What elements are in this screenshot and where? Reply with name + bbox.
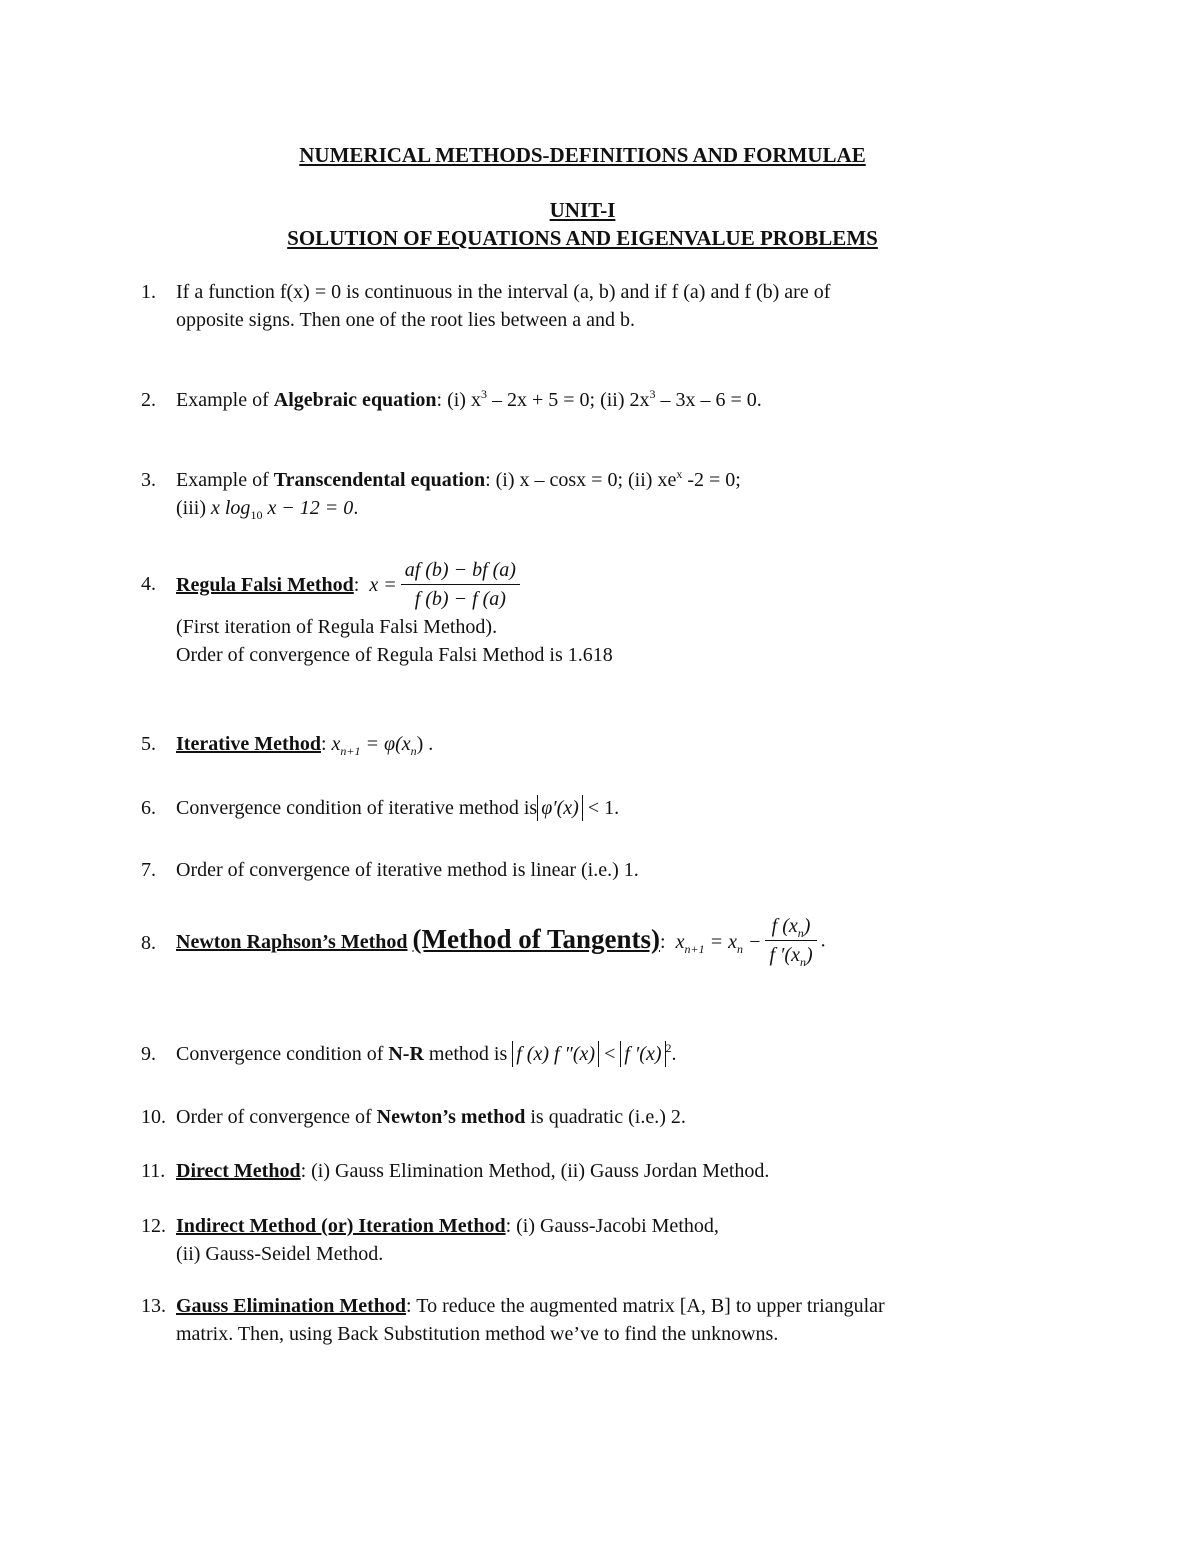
item-text-part: : (i) x – cosx = 0; (ii) xe	[485, 469, 677, 491]
absolute-value-expression: f ′(x)	[620, 1041, 665, 1067]
item-text	[176, 278, 830, 334]
term-iterative-method: Iterative Method	[176, 733, 321, 755]
item-text	[176, 1157, 769, 1185]
item-text	[176, 466, 741, 522]
item-text-part: Convergence condition of	[176, 1043, 389, 1065]
item-text-part: Example of	[176, 469, 274, 491]
item-number: 6.	[141, 797, 156, 819]
item-line: matrix. Then, using Back Substitution method we’ve to find the unknowns.	[176, 1323, 779, 1345]
numerator-part: f (x	[771, 915, 798, 937]
item-number: 5.	[141, 733, 156, 755]
formula-lhs: x =	[369, 573, 397, 596]
subscript: n+1	[340, 744, 361, 758]
item-line: (ii) Gauss-Seidel Method.	[176, 1243, 384, 1265]
item-line: Order of convergence of Regula Falsi Method is 1.618	[176, 644, 613, 666]
term-newton-raphson-method: Newton Raphson’s Method	[176, 931, 408, 953]
item-text	[176, 1292, 885, 1348]
item-number: 12.	[141, 1215, 166, 1237]
item-number: 7.	[141, 859, 156, 881]
item-text-part: :	[660, 931, 666, 953]
math-expression: x log	[211, 497, 251, 519]
item-text-part: :	[353, 573, 360, 596]
item-text-part: : (i) Gauss-Jacobi Method,	[505, 1215, 719, 1237]
item-number: 3.	[141, 469, 156, 491]
denominator-part: )	[805, 944, 813, 966]
subscript: n	[736, 942, 743, 956]
item-text-part: Example of	[176, 389, 274, 411]
item-number: 4.	[141, 573, 156, 595]
item-text-part: : (i) x	[436, 389, 481, 411]
absolute-value-expression: f (x) f ″(x)	[512, 1041, 599, 1067]
item-text	[176, 1103, 686, 1131]
item-number: 1.	[141, 281, 156, 303]
item-text	[176, 730, 433, 758]
item-text-part: .	[671, 1043, 677, 1065]
item-text	[176, 794, 619, 822]
item-text-part: ) .	[416, 733, 434, 755]
formula-denominator	[765, 941, 816, 969]
item-text	[176, 1212, 719, 1268]
item-text-part: .	[820, 929, 826, 952]
math-expression: x − 12 = 0	[262, 497, 354, 519]
item-text-part: < 1.	[582, 797, 620, 819]
item-line: If a function f(x) = 0 is continuous in the interval (a, b) and if f (a) and f (b) are of	[176, 281, 831, 303]
item-number: 2.	[141, 389, 156, 411]
item-number: 10.	[141, 1106, 166, 1128]
term-newtons-method: Newton’s method	[376, 1106, 526, 1128]
item-number: 13.	[141, 1295, 166, 1317]
math-variable: x	[675, 931, 685, 953]
document-title: NUMERICAL METHODS-DEFINITIONS AND FORMULAE	[299, 143, 866, 167]
exponent: 3	[649, 387, 656, 401]
item-text-part: :	[320, 733, 327, 755]
item-number: 9.	[141, 1043, 156, 1065]
term-regula-falsi-method: Regula Falsi Method	[176, 573, 354, 596]
absolute-value-expression: φ′(x)	[537, 795, 583, 821]
exponent: x	[676, 467, 683, 481]
item-line: (First iteration of Regula Falsi Method).	[176, 616, 498, 638]
item-text	[176, 556, 613, 669]
formula-numerator: af (b) − bf (a)	[401, 556, 520, 585]
regula-falsi-formula	[401, 556, 520, 613]
math-expression: = x	[704, 931, 737, 953]
term-gauss-elimination-method: Gauss Elimination Method	[176, 1295, 407, 1317]
item-text-part: method is	[423, 1043, 513, 1065]
term-indirect-method: Indirect Method (or) Iteration Method	[176, 1215, 506, 1237]
item-text	[176, 912, 826, 969]
item-text-part: <	[599, 1043, 621, 1065]
item-text-part: : (i) Gauss Elimination Method, (ii) Gauss Jordan Method.	[300, 1160, 770, 1182]
item-number: 11.	[141, 1160, 166, 1182]
formula-denominator: f (b) − f (a)	[414, 588, 506, 610]
term-method-of-tangents: (Method of Tangents)	[412, 924, 661, 954]
item-text-part: – 2x + 5 = 0; (ii) 2x	[486, 389, 650, 411]
newton-raphson-formula	[765, 912, 816, 969]
unit-heading: UNIT-I	[549, 198, 616, 222]
numerator-part: )	[803, 915, 811, 937]
math-variable: x	[331, 733, 341, 755]
exponent: 2	[665, 1041, 672, 1055]
term-algebraic-equation: Algebraic equation	[273, 389, 437, 411]
subscript: n	[410, 744, 417, 758]
unit-subtitle: SOLUTION OF EQUATIONS AND EIGENVALUE PROBLEMS	[287, 226, 878, 250]
formula-numerator	[765, 912, 816, 941]
item-number: 8.	[141, 932, 156, 954]
item-text-part: Convergence condition of iterative method is	[176, 797, 538, 819]
item-text-part: -2 = 0;	[682, 469, 741, 491]
math-expression: = φ(x	[360, 733, 411, 755]
term-transcendental-equation: Transcendental equation	[273, 469, 486, 491]
item-text-part: .	[353, 497, 359, 519]
item-text: Order of convergence of iterative method is linear (i.e.) 1.	[176, 859, 639, 881]
item-text	[176, 1040, 677, 1068]
item-text-part: – 3x – 6 = 0.	[655, 389, 762, 411]
subscript: n	[799, 955, 806, 969]
item-text	[176, 386, 762, 414]
subscript: n	[797, 926, 804, 940]
term-direct-method: Direct Method	[176, 1160, 301, 1182]
item-text-part: Order of convergence of	[176, 1106, 377, 1128]
exponent: 3	[480, 387, 487, 401]
item-line: opposite signs. Then one of the root lies between a and b.	[176, 309, 635, 331]
item-text-part: : To reduce the augmented matrix [A, B] to upper triangular	[406, 1295, 885, 1317]
term-n-r: N-R	[388, 1043, 424, 1065]
subscript: n+1	[684, 942, 705, 956]
item-text-part: is quadratic (i.e.) 2.	[525, 1106, 686, 1128]
denominator-part: f ′(x	[769, 944, 800, 966]
subscript: 10	[250, 508, 263, 522]
item-text-part: (iii)	[176, 497, 211, 519]
math-expression: −	[742, 931, 762, 953]
